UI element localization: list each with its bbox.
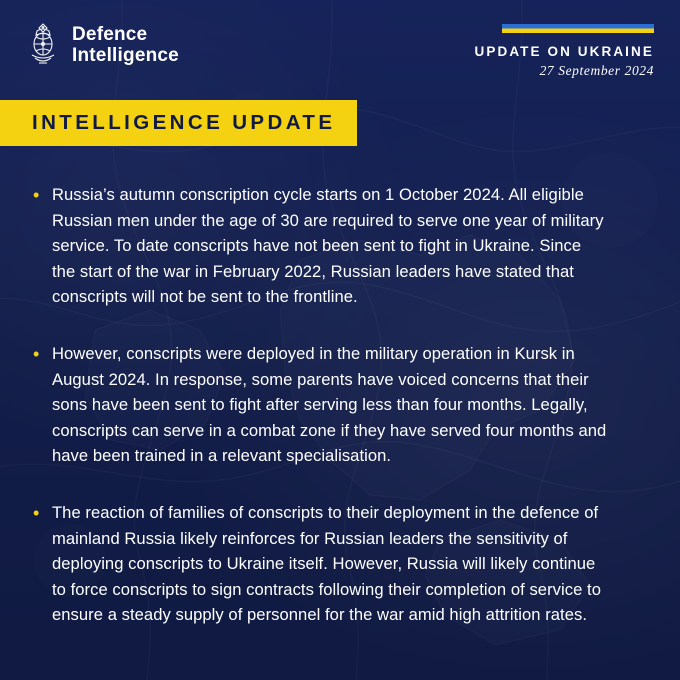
banner-wrap [0,100,680,146]
bullet-list [30,182,636,628]
brand-line-2: Intelligence [72,45,179,66]
update-date: 27 September 2024 [539,63,654,79]
header [0,0,680,92]
royal-crest-icon [26,22,60,68]
bullet-text: Russia’s autumn conscription cycle starts on 1 October 2024. All eligible Russian men under the age of 30 are required to serve one year of military service. To date conscripts have not been sent to fight in Ukraine. Since the start of the war in February 2022, Russian leaders have stated that conscripts will not be sent to the frontline. [52,185,604,307]
bullet-icon: • [33,343,40,364]
list-item [30,182,636,310]
ukraine-flag-bar [502,24,654,33]
update-label: UPDATE ON UKRAINE [474,44,654,59]
bullet-icon: • [33,185,40,205]
brand [26,22,179,68]
list-item [30,341,636,469]
list-item [30,500,636,628]
bullet-text: However, conscripts were deployed in the military operation in Kursk in August 2024. In response, some parents have voiced concerns that their sons have been sent to fight after serving less than four months. Legally, conscripts can serve in a combat zone if they have served four months and have been trained in a relevant specialisation. [52,343,607,466]
update-block [475,22,654,79]
intelligence-update-banner: INTELLIGENCE UPDATE [0,100,357,146]
bullet-text: The reaction of families of conscripts to their deployment in the defence of mainland Russia likely reinforces for Russian leaders the sensitivity of deploying conscripts to Ukraine itself. However, Russia will likely continue to force conscripts to sign contracts following their completion of service to ensure a steady supply of personnel for the war amid high attrition rates. [52,502,601,625]
bullet-icon: • [33,502,40,523]
content [0,146,680,628]
brand-line-1: Defence [72,23,148,45]
brand-text [72,24,179,67]
